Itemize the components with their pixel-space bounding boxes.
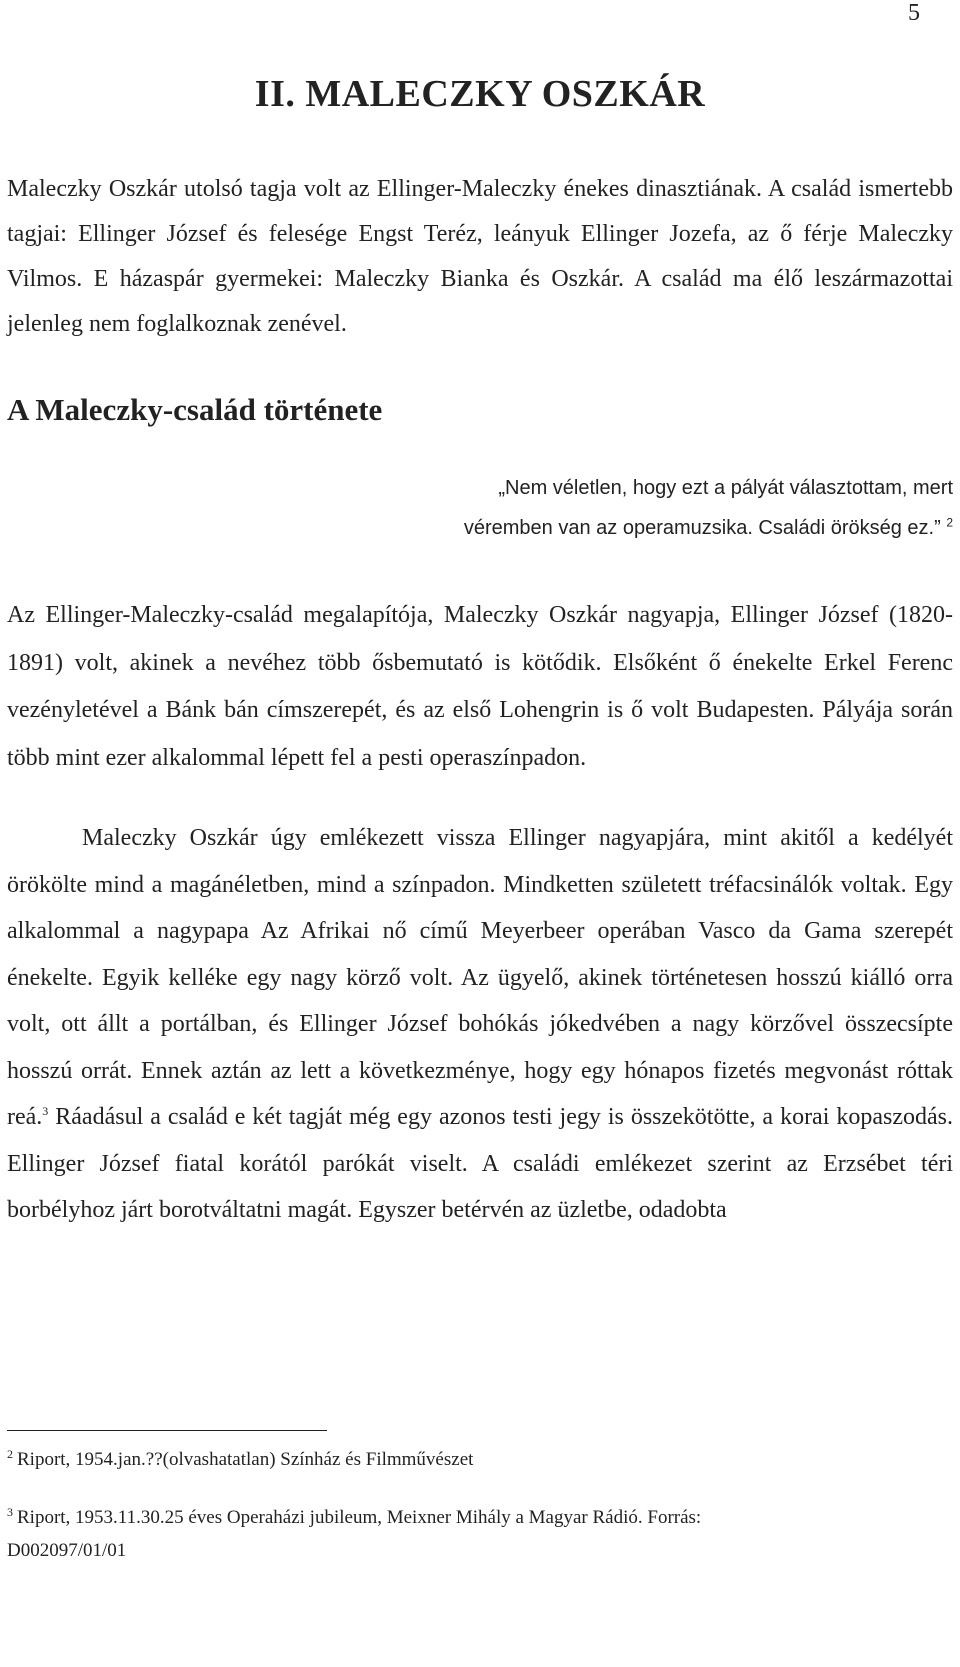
body-paragraph-1: Az Ellinger-Maleczky-család megalapítója, Maleczky Oszkár nagyapja, Ellinger József (1820-1891) volt, akinek a nevéhez több ősbemutató is kötődik. Elsőként ő énekelte Erkel Ferenc vezényletével a Bánk bán címszerepét, és az első Lohengrin is ő volt Budapesten. Pályája során több mint ezer alkalommal lépett fel a pesti operaszínpadon. — [7, 602, 953, 771]
footnote-3-text: Riport, 1953.11.30.25 éves Operaházi jubileum, Meixner Mihály a Magyar Rádió. Forrás: — [17, 1507, 702, 1528]
body-paragraph-2-part-1: Maleczky Oszkár úgy emlékezett vissza Ellinger nagyapjára, mint akitől a kedélyét örökölte mind a magánéletben, mind a színpadon. Mindketten született tréfacsinálók voltak. Egy alkalommal a nagypapa Az Afrikai nő című Meyerbeer operában Vasco da Gama szerepét énekelte. Egyik kelléke egy nagy körző volt. Az ügyelő, akinek történetesen hosszú kiálló orra volt, ott állt a portálban, és Ellinger József bohókás jókedvében a nagy körzővel összecsípte hosszú orrát. Ennek aztán az lett a következménye, hogy egy hónapos fizetés megvonást róttak reá. — [7, 825, 953, 1130]
footnote-2 — [7, 1446, 953, 1473]
epigraph-quote — [430, 468, 953, 548]
section-heading: A Maleczky-család története — [7, 392, 383, 427]
quote-line-2 — [430, 508, 953, 548]
body-paragraph-2-part-2: Ráadásul a család e két tagját még egy azonos testi jegy is összekötötte, a korai kopaszodás. Ellinger József fiatal korától parókát viselt. A családi emlékezet szerint az Erzsébet téri borbélyhoz járt borotváltatni magát. Egyszer betérvén az üzletbe, odadobta — [7, 1104, 953, 1223]
body-paragraph-2 — [7, 815, 953, 1234]
page-number: 5 — [908, 0, 920, 26]
quote-line-1: „Nem véletlen, hogy ezt a pályát választottam, mert — [498, 477, 953, 499]
footnote-ref-3[interactable]: 3 — [42, 1104, 49, 1118]
quote-line-2-text: véremben van az operamuzsika. Családi örökség ez.” — [463, 517, 941, 539]
chapter-title: II. MALECZKY OSZKÁR — [254, 73, 706, 115]
footnote-ref-2[interactable]: 2 — [946, 515, 953, 530]
footnote-3 — [7, 1504, 953, 1564]
footnote-3-marker: 3 — [7, 1504, 13, 1519]
footnote-divider — [7, 1430, 327, 1431]
intro-paragraph: Maleczky Oszkár utolsó tagja volt az Ellinger-Maleczky énekes dinasztiának. A család ismertebb tagjai: Ellinger József és felesége Engst Teréz, leányuk Ellinger Jozefa, az ő férje Maleczky Vilmos. E házaspár gyermekei: Maleczky Bianka és Oszkár. A család ma élő leszármazottai jelenleg nem foglalkoznak zenével. — [7, 176, 953, 337]
footnote-2-marker: 2 — [7, 1446, 13, 1461]
footnote-2-text: Riport, 1954.jan.??(olvashatatlan) Színház és Filmművészet — [17, 1449, 474, 1470]
footnote-3-continuation: D002097/01/01 — [7, 1540, 127, 1561]
